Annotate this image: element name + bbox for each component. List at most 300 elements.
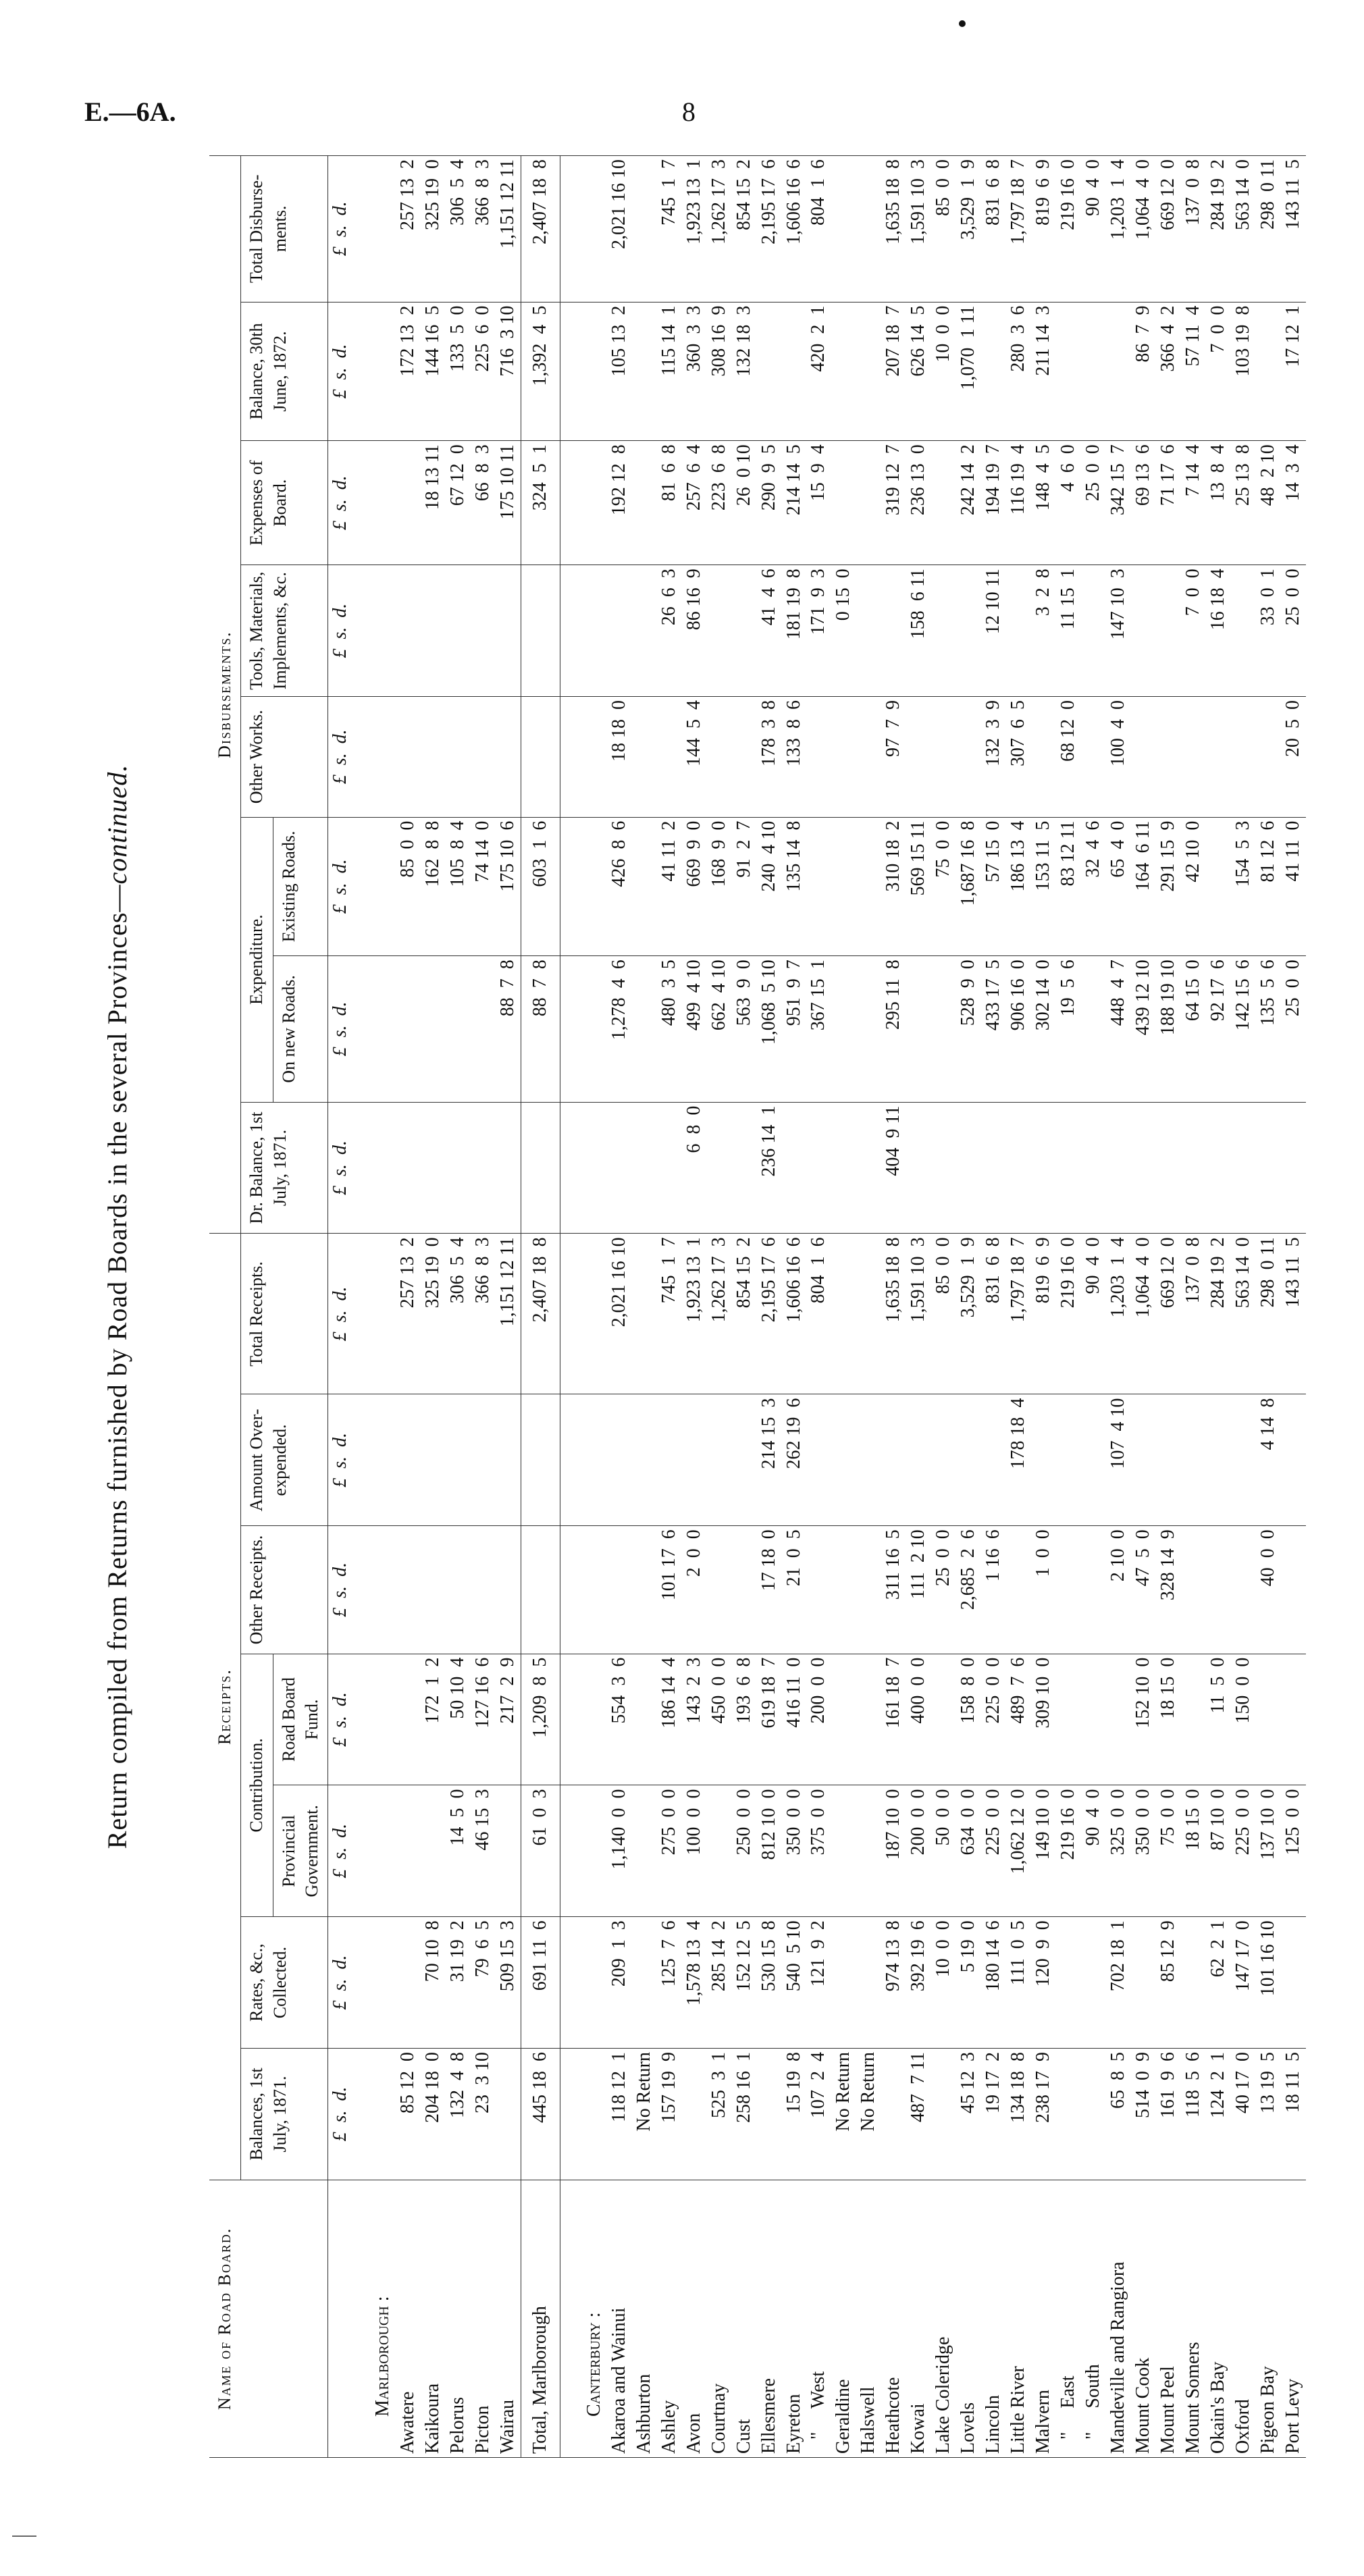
amount-cell xyxy=(396,1526,421,1654)
amount-cell xyxy=(446,1394,471,1526)
amount-cell: 275 0 0 xyxy=(657,1785,682,1917)
amount-cell: 137 10 0 xyxy=(1256,1785,1281,1917)
amount-cell: 85 12 0 xyxy=(396,2049,421,2180)
amount-cell: 132 3 9 xyxy=(981,697,1006,818)
amount-cell: 92 17 6 xyxy=(1206,956,1231,1102)
amount-cell: 2 10 0 xyxy=(1106,1526,1131,1654)
amount-cell: 1,606 16 6 xyxy=(782,1234,807,1394)
empty-cell xyxy=(359,565,396,697)
amount-cell: 133 5 0 xyxy=(446,302,471,441)
amount-cell xyxy=(1206,817,1231,956)
amount-cell: 135 5 6 xyxy=(1256,956,1281,1102)
amount-cell xyxy=(1206,1526,1231,1654)
amount-cell: 375 0 0 xyxy=(806,1785,831,1917)
road-board-name: Lovels xyxy=(956,2180,981,2457)
amount-cell xyxy=(931,565,956,697)
amount-cell: 804 1 6 xyxy=(806,156,831,303)
amount-cell: 13 8 4 xyxy=(1206,441,1231,565)
col-overexpended-header: Amount Over-expended. xyxy=(241,1394,328,1526)
road-board-row xyxy=(707,156,732,2458)
amount-cell: 87 10 0 xyxy=(1206,1785,1231,1917)
road-board-row xyxy=(1256,156,1281,2458)
amount-cell xyxy=(421,565,446,697)
amount-cell xyxy=(632,156,657,303)
amount-cell: 257 13 2 xyxy=(396,156,421,303)
amount-cell xyxy=(1181,1394,1206,1526)
amount-cell: 257 6 4 xyxy=(682,441,707,565)
amount-cell xyxy=(881,1394,906,1526)
road-board-name: Oxford xyxy=(1231,2180,1256,2457)
amount-cell: 2,195 17 6 xyxy=(757,156,782,303)
province-total-row xyxy=(521,156,560,2458)
amount-cell xyxy=(632,1654,657,1785)
amount-cell: 325 19 0 xyxy=(421,156,446,303)
amount-cell xyxy=(732,697,757,818)
amount-cell: 819 6 9 xyxy=(1031,1234,1056,1394)
amount-cell xyxy=(1231,1394,1256,1526)
empty-cell xyxy=(560,1394,570,1526)
amount-cell xyxy=(657,1102,682,1234)
road-board-name: Mandeville and Rangiora xyxy=(1106,2180,1131,2457)
amount-cell: 41 11 0 xyxy=(1281,817,1306,956)
amount-cell: 105 13 2 xyxy=(607,302,632,441)
amount-cell: 178 18 4 xyxy=(1006,1394,1031,1526)
amount-cell: 175 10 6 xyxy=(496,817,521,956)
amount-cell: 262 19 6 xyxy=(782,1394,807,1526)
amount-cell: 225 6 0 xyxy=(471,302,496,441)
col-tools-header: Tools, Materials, Implements, &c. xyxy=(241,565,328,697)
amount-cell xyxy=(421,1785,446,1917)
road-board-name: Picton xyxy=(471,2180,496,2457)
amount-cell: 563 14 0 xyxy=(1231,1234,1256,1394)
amount-cell: 152 10 0 xyxy=(1131,1654,1156,1785)
amount-cell xyxy=(831,1394,856,1526)
title-main: Return compiled from Returns furnished by Road Boards in the several Provinces— xyxy=(102,884,132,1849)
amount-cell xyxy=(657,1394,682,1526)
units-cell: £ s. d. xyxy=(328,565,359,697)
amount-cell xyxy=(707,1785,732,1917)
amount-cell xyxy=(496,565,521,697)
amount-cell: 125 0 0 xyxy=(1281,1785,1306,1917)
amount-cell xyxy=(981,1394,1006,1526)
province-name: Canterbury : xyxy=(570,2180,607,2457)
amount-cell xyxy=(856,565,881,697)
province-section-row xyxy=(359,156,396,2458)
amount-cell: 74 14 0 xyxy=(471,817,496,956)
amount-cell xyxy=(856,1654,881,1785)
amount-cell: 540 5 10 xyxy=(782,1917,807,2049)
table-body xyxy=(328,156,1306,2458)
amount-cell: 172 13 2 xyxy=(396,302,421,441)
amount-cell xyxy=(1231,697,1256,818)
amount-cell: 0 15 0 xyxy=(831,565,856,697)
amount-cell: 291 15 9 xyxy=(1156,817,1181,956)
amount-cell: 68 12 0 xyxy=(1056,697,1081,818)
amount-cell: 14 5 0 xyxy=(446,1785,471,1917)
amount-cell xyxy=(856,1917,881,2049)
amount-cell: 1,635 18 8 xyxy=(881,1234,906,1394)
road-board-name: Ashburton xyxy=(632,2180,657,2457)
road-board-row xyxy=(1056,156,1081,2458)
amount-cell: 745 1 7 xyxy=(657,1234,682,1394)
amount-cell: 181 19 8 xyxy=(782,565,807,697)
road-board-row xyxy=(1281,156,1306,2458)
amount-cell: 178 3 8 xyxy=(757,697,782,818)
amount-cell: 194 19 7 xyxy=(981,441,1006,565)
amount-cell xyxy=(831,1234,856,1394)
amount-cell xyxy=(446,565,471,697)
amount-cell xyxy=(931,956,956,1102)
road-board-row xyxy=(856,156,881,2458)
empty-cell xyxy=(359,302,396,441)
amount-cell xyxy=(707,565,732,697)
amount-cell: 554 3 6 xyxy=(607,1654,632,1785)
page-number: 8 xyxy=(682,97,696,127)
amount-cell: 149 10 0 xyxy=(1031,1785,1056,1917)
amount-cell: 2,195 17 6 xyxy=(757,1234,782,1394)
units-cell: £ s. d. xyxy=(328,1785,359,1917)
empty-cell xyxy=(570,1526,607,1654)
amount-cell: 125 7 6 xyxy=(657,1917,682,2049)
amount-cell: 32 4 6 xyxy=(1081,817,1106,956)
amount-cell: 86 7 9 xyxy=(1131,302,1156,441)
amount-cell: 90 4 0 xyxy=(1081,1234,1106,1394)
empty-cell xyxy=(570,2049,607,2180)
amount-cell: 1,062 12 0 xyxy=(1006,1785,1031,1917)
amount-cell xyxy=(607,1526,632,1654)
amount-cell: 118 12 1 xyxy=(607,2049,632,2180)
amount-cell xyxy=(831,441,856,565)
amount-cell xyxy=(1056,1526,1081,1654)
amount-cell: 135 14 8 xyxy=(782,817,807,956)
amount-cell xyxy=(931,1654,956,1785)
amount-cell: 854 15 2 xyxy=(732,156,757,303)
amount-cell xyxy=(471,1102,496,1234)
amount-cell: 188 19 10 xyxy=(1156,956,1181,1102)
amount-cell xyxy=(1156,697,1181,818)
amount-cell: 325 19 0 xyxy=(421,1234,446,1394)
amount-cell: 19 5 6 xyxy=(1056,956,1081,1102)
amount-cell xyxy=(856,817,881,956)
road-board-row xyxy=(632,156,657,2458)
amount-cell xyxy=(1081,697,1106,818)
units-cell: £ s. d. xyxy=(328,1102,359,1234)
road-board-name: Kaikoura xyxy=(421,2180,446,2457)
amount-cell: 298 0 11 xyxy=(1256,156,1281,303)
amount-cell: 563 14 0 xyxy=(1231,156,1256,303)
amount-cell xyxy=(471,956,496,1102)
amount-cell xyxy=(1181,1526,1206,1654)
amount-cell: 238 17 9 xyxy=(1031,2049,1056,2180)
amount-cell: 420 2 1 xyxy=(806,302,831,441)
road-board-name: Heathcote xyxy=(881,2180,906,2457)
amount-cell: 25 0 0 xyxy=(931,1526,956,1654)
units-cell: £ s. d. xyxy=(328,1917,359,2049)
amount-cell: 107 2 4 xyxy=(806,2049,831,2180)
amount-cell xyxy=(931,697,956,818)
amount-cell: 40 0 0 xyxy=(1256,1526,1281,1654)
amount-cell xyxy=(1281,1526,1306,1654)
amount-cell: 101 16 10 xyxy=(1256,1917,1281,2049)
amount-cell: 88 7 8 xyxy=(496,956,521,1102)
amount-cell xyxy=(446,1526,471,1654)
amount-cell: 171 9 3 xyxy=(806,565,831,697)
amount-cell: 57 11 4 xyxy=(1181,302,1206,441)
road-board-name: Courtnay xyxy=(707,2180,732,2457)
road-board-row xyxy=(471,156,496,2458)
amount-cell: 242 14 2 xyxy=(956,441,981,565)
amount-cell xyxy=(1031,1102,1056,1234)
amount-cell: 111 0 5 xyxy=(1006,1917,1031,2049)
amount-cell: 298 0 11 xyxy=(1256,1234,1281,1394)
amount-cell: 1,262 17 3 xyxy=(707,156,732,303)
amount-cell: 311 16 5 xyxy=(881,1526,906,1654)
amount-cell xyxy=(931,1394,956,1526)
amount-cell xyxy=(1081,2049,1106,2180)
amount-cell xyxy=(521,565,560,697)
amount-cell: 328 14 9 xyxy=(1156,1526,1181,1654)
amount-cell xyxy=(396,1654,421,1785)
amount-cell xyxy=(521,1526,560,1654)
amount-cell: 81 6 8 xyxy=(657,441,682,565)
amount-cell xyxy=(1256,1654,1281,1785)
amount-cell: 152 12 5 xyxy=(732,1917,757,2049)
amount-cell xyxy=(1081,1102,1106,1234)
empty-cell xyxy=(359,1785,396,1917)
amount-cell: 1,203 1 4 xyxy=(1106,156,1131,303)
amount-cell xyxy=(931,441,956,565)
amount-cell: 6 8 0 xyxy=(682,1102,707,1234)
amount-cell: 118 5 6 xyxy=(1181,2049,1206,2180)
empty-cell xyxy=(570,1654,607,1785)
amount-cell: 619 18 7 xyxy=(757,1654,782,1785)
empty-cell xyxy=(560,441,570,565)
amount-cell: 162 8 8 xyxy=(421,817,446,956)
amount-cell: 57 15 0 xyxy=(981,817,1006,956)
road-board-name: Avon xyxy=(682,2180,707,2457)
amount-cell: 115 14 1 xyxy=(657,302,682,441)
amount-cell xyxy=(396,441,421,565)
amount-cell: 10 0 0 xyxy=(931,302,956,441)
road-board-row xyxy=(956,156,981,2458)
amount-cell xyxy=(1081,1526,1106,1654)
amount-cell: 42 10 0 xyxy=(1181,817,1206,956)
amount-cell xyxy=(632,1234,657,1394)
amount-cell: 25 0 0 xyxy=(1081,441,1106,565)
amount-cell: 1,606 16 6 xyxy=(782,156,807,303)
amount-cell xyxy=(806,817,831,956)
amount-cell: 45 12 3 xyxy=(956,2049,981,2180)
road-board-name: " South xyxy=(1081,2180,1106,2457)
amount-cell: 974 13 8 xyxy=(881,1917,906,2049)
amount-cell: 11 15 1 xyxy=(1056,565,1081,697)
amount-cell: 200 0 0 xyxy=(806,1654,831,1785)
amount-cell xyxy=(1106,1102,1131,1234)
units-row xyxy=(328,156,359,2458)
amount-cell: 4 6 0 xyxy=(1056,441,1081,565)
road-board-row xyxy=(1106,156,1131,2458)
road-board-name: Kowai xyxy=(906,2180,931,2457)
amount-cell: 75 0 0 xyxy=(1156,1785,1181,1917)
col-rates-header: Rates, &c., Collected. xyxy=(241,1917,328,2049)
col-name-header: Name of Road Board. xyxy=(209,2180,328,2457)
amount-cell: 133 8 6 xyxy=(782,697,807,818)
amount-cell xyxy=(496,2049,521,2180)
amount-cell: 143 11 5 xyxy=(1281,1234,1306,1394)
amount-cell xyxy=(732,1394,757,1526)
amount-cell: 67 12 0 xyxy=(446,441,471,565)
units-cell: £ s. d. xyxy=(328,1394,359,1526)
amount-cell xyxy=(632,1102,657,1234)
amount-cell: 12 10 11 xyxy=(981,565,1006,697)
amount-cell: 186 13 4 xyxy=(1006,817,1031,956)
amount-cell: 18 15 0 xyxy=(1181,1785,1206,1917)
title-suffix: continued. xyxy=(102,764,132,885)
amount-cell xyxy=(856,156,881,303)
amount-cell: 107 4 10 xyxy=(1106,1394,1131,1526)
amount-cell xyxy=(607,565,632,697)
amount-cell: 360 3 3 xyxy=(682,302,707,441)
amount-cell: 250 0 0 xyxy=(732,1785,757,1917)
amount-cell: 69 13 6 xyxy=(1131,441,1156,565)
amount-cell: 116 19 4 xyxy=(1006,441,1031,565)
amount-cell: 101 17 6 xyxy=(657,1526,682,1654)
col-other-receipts-header: Other Receipts. xyxy=(241,1526,328,1654)
amount-cell: 148 4 5 xyxy=(1031,441,1056,565)
amount-cell xyxy=(1081,565,1106,697)
amount-cell: 75 0 0 xyxy=(931,817,956,956)
amount-cell: 426 8 6 xyxy=(607,817,632,956)
amount-cell: 132 18 3 xyxy=(732,302,757,441)
amount-cell: 433 17 5 xyxy=(981,956,1006,1102)
amount-cell: 309 10 0 xyxy=(1031,1654,1056,1785)
amount-cell: 325 0 0 xyxy=(1106,1785,1131,1917)
amount-cell: 509 15 3 xyxy=(496,1917,521,2049)
amount-cell xyxy=(881,2049,906,2180)
amount-cell: 50 0 0 xyxy=(931,1785,956,1917)
amount-cell: 1,262 17 3 xyxy=(707,1234,732,1394)
amount-cell: 603 1 6 xyxy=(521,817,560,956)
amount-cell xyxy=(856,1234,881,1394)
amount-cell xyxy=(396,697,421,818)
amount-cell: 137 0 8 xyxy=(1181,1234,1206,1394)
amount-cell: 25 0 0 xyxy=(1281,565,1306,697)
amount-cell xyxy=(981,302,1006,441)
amount-cell xyxy=(831,1785,856,1917)
amount-cell: 1,923 13 1 xyxy=(682,156,707,303)
amount-cell: 88 7 8 xyxy=(521,956,560,1102)
road-board-row xyxy=(607,156,632,2458)
amount-cell xyxy=(1081,1394,1106,1526)
amount-cell: 404 9 11 xyxy=(881,1102,906,1234)
amount-cell: 90 4 0 xyxy=(1081,156,1106,303)
amount-cell: 7 14 4 xyxy=(1181,441,1206,565)
amount-cell xyxy=(1056,1917,1081,2049)
units-cell: £ s. d. xyxy=(328,1234,359,1394)
amount-cell: 15 9 4 xyxy=(806,441,831,565)
amount-cell: 120 9 0 xyxy=(1031,1917,1056,2049)
empty-cell xyxy=(560,2049,570,2180)
empty-cell xyxy=(560,565,570,697)
amount-cell: 100 0 0 xyxy=(682,1785,707,1917)
road-board-row xyxy=(1181,156,1206,2458)
amount-cell: 97 7 9 xyxy=(881,697,906,818)
ink-spot xyxy=(959,20,966,27)
amount-cell xyxy=(856,1526,881,1654)
amount-cell: 21 0 5 xyxy=(782,1526,807,1654)
amount-cell: 161 18 7 xyxy=(881,1654,906,1785)
road-board-row xyxy=(396,156,421,2458)
amount-cell xyxy=(856,697,881,818)
amount-cell: 143 2 3 xyxy=(682,1654,707,1785)
amount-cell: No Return xyxy=(856,2049,881,2180)
amount-cell: 528 9 0 xyxy=(956,956,981,1102)
amount-cell xyxy=(831,156,856,303)
road-board-row xyxy=(757,156,782,2458)
empty-cell xyxy=(359,1917,396,2049)
amount-cell xyxy=(1006,565,1031,697)
amount-cell: 207 18 7 xyxy=(881,302,906,441)
amount-cell xyxy=(632,441,657,565)
col-total-disbursements-header: Total Disburse-ments. xyxy=(241,156,328,303)
amount-cell: 439 12 10 xyxy=(1131,956,1156,1102)
empty-cell xyxy=(570,1234,607,1394)
road-board-row xyxy=(1231,156,1256,2458)
amount-cell: 819 6 9 xyxy=(1031,156,1056,303)
amount-cell: 18 15 0 xyxy=(1156,1654,1181,1785)
amount-cell xyxy=(1106,1654,1131,1785)
amount-cell: 46 15 3 xyxy=(471,1785,496,1917)
amount-cell xyxy=(521,1102,560,1234)
amount-cell xyxy=(421,697,446,818)
amount-cell: 147 17 0 xyxy=(1231,1917,1256,2049)
amount-cell: 257 13 2 xyxy=(396,1234,421,1394)
amount-cell: 1 16 6 xyxy=(981,1526,1006,1654)
amount-cell: 295 11 8 xyxy=(881,956,906,1102)
amount-cell: 448 4 7 xyxy=(1106,956,1131,1102)
amount-cell: 1,635 18 8 xyxy=(881,156,906,303)
amount-cell xyxy=(906,1394,931,1526)
amount-cell: 236 14 1 xyxy=(757,1102,782,1234)
amount-cell xyxy=(1056,302,1081,441)
amount-cell: 626 14 5 xyxy=(906,302,931,441)
amount-cell: 158 8 0 xyxy=(956,1654,981,1785)
amount-cell xyxy=(1281,1102,1306,1234)
contribution-group-header: Contribution. xyxy=(241,1654,273,1917)
amount-cell: 1,064 4 0 xyxy=(1131,1234,1156,1394)
road-board-name: Lincoln xyxy=(981,2180,1006,2457)
amount-cell xyxy=(1131,1102,1156,1234)
amount-cell xyxy=(906,1102,931,1234)
road-board-name: Mount Somers xyxy=(1181,2180,1206,2457)
col-total-receipts-header: Total Receipts. xyxy=(241,1234,328,1394)
empty-cell xyxy=(560,1785,570,1917)
amount-cell xyxy=(471,1526,496,1654)
amount-cell: 168 9 0 xyxy=(707,817,732,956)
amount-cell xyxy=(831,1917,856,2049)
amount-cell: 23 3 10 xyxy=(471,2049,496,2180)
amount-cell: 366 8 3 xyxy=(471,156,496,303)
road-board-name: Lake Coleridge xyxy=(931,2180,956,2457)
amount-cell xyxy=(1156,1394,1181,1526)
amount-cell xyxy=(956,697,981,818)
road-board-row xyxy=(1156,156,1181,2458)
amount-cell xyxy=(1181,1917,1206,2049)
road-board-name: Awatere xyxy=(396,2180,421,2457)
amount-cell: 284 19 2 xyxy=(1206,156,1231,303)
empty-cell xyxy=(560,817,570,956)
road-board-row xyxy=(831,156,856,2458)
